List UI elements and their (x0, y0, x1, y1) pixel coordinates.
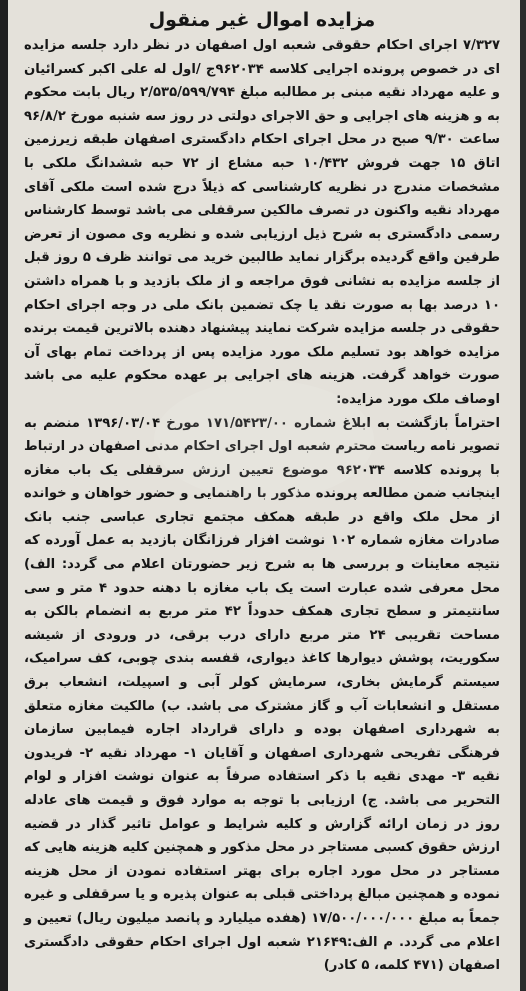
notice-paragraph-auction: ۷/۳۲۷ اجرای احکام حقوقی شعبه اول اصفهان در نظر دارد جلسه مزایده ای در خصوص پرونده اجرایی کلاسه ۹۶۲۰۳۴ج /اول له علی اکبر کسرائیان و علیه مهرداد نقیه مبنی بر مطالبه مبلغ ۲/۵۳۵/۵۹۹/۷۹۴ ریال بابت محکوم به و هزینه های اجرایی و حق الاجرای دولتی در روز سه شنبه مورخ ۹۶/۸/۲ ساعت ۹/۳۰ صبح در محل اجرای احکام دادگستری اصفهان طبقه زیرزمین اتاق ۱۵ جهت فروش ۱۰/۴۳۲ حبه مشاع از ۷۲ حبه ششدانگ ملکی با مشخصات مندرج در نظریه کارشناسی که ذیلاً درج شده است ملکی آقای مهرداد نقیه واکنون در تصرف مالکین سرقفلی می باشد توسط کارشناس رسمی دادگستری به شرح ذیل ارزیابی شده و نظریه وی مصون از تعرض طرفین واقع گردیده برگزار نماید طالبین خرید می توانند ظرف ۵ روز قبل از جلسه مزایده به نشانی فوق مراجعه و از ملک بازدید و با همراه داشتن ۱۰ درصد بها به صورت نقد یا چک تضمین بانک ملی در وجه اجرای احکام حقوقی در جلسه مزایده شرکت نمایند پیشنهاد دهنده بالاترین قیمت برنده مزایده خواهد بود تسلیم ملک مورد مزایده پس از پرداخت تمام بهای آن صورت خواهد گرفت. هزینه های اجرایی بر عهده محکوم علیه می باشد اوصاف ملک مورد مزایده: (24, 38, 500, 407)
notice-body (24, 34, 500, 978)
notice-paragraph-appraisal: احتراماً بازگشت به ابلاغ شماره ۱۷۱/۵۴۲۳/۰۰ مورخ ۱۳۹۶/۰۳/۰۴ منضم به تصویر نامه ریاست محترم شعبه اول اجرای احکام مدنی اصفهان در ارتباط با پرونده کلاسه ۹۶۲۰۳۴ موضوع تعیین ارزش سرقفلی یک باب مغازه اینجانب ضمن مطالعه پرونده مذکور با راهنمایی و حضور خواهان و خوانده از محل ملک واقع در طبقه همکف مجتمع تجاری عباسی جنب بانک صادرات مغازه شماره ۱۰۲ نوشت افزار فرزانگان بازدید به عمل آورده که نتیجه معاینات و بررسی ها به شرح زیر حضورتان اعلام می گردد: الف) محل معرفی شده عبارت است یک باب مغازه با دهنه حدود ۴ متر و سی سانتیمتر و سطح تجاری همکف حدوداً ۴۲ متر مربع به انضمام بالکن به مساحت تقریبی ۲۴ متر مربع دارای درب برقی، در ورودی از شیشه سکوریت، پوشش دیوارها کاغذ دیواری، قفسه بندی چوبی، کف سرامیک، سیستم گرمایش بخاری، سرمایش کولر آبی و اسپیلت، انشعاب برق مستقل و انشعابات آب و گاز مشترک می باشد. ب) مالکیت مغازه متعلق به شهرداری اصفهان بوده و دارای قرارداد اجاره فیمابین سازمان فرهنگی تفریحی شهرداری اصفهان و آقایان ۱- مهرداد نقیه ۲- فریدون نقیه ۳- مهدی نقیه با ذکر استفاده صرفاً به عنوان نوشت افزار و لوام التحریر می باشد. ج) ارزیابی با توجه به موارد فوق و قیمت های عادله روز در زمان ارائه گزارش و کلیه شرایط و عوامل تاثیر گذار در قضیه ارزش حقوق کسبی مستاجر در محل مذکور و همچنین کلیه هزینه هایی که مستاجر در محل مورد اجاره برای بهتر استفاده نمودن از محل هزینه نموده و همچنین مبالغ پرداختی قبلی به عنوان پذیره و یا سرقفلی و غیره جمعاً به مبلغ ۱۷/۵۰۰/۰۰۰/۰۰۰ (هفده میلیارد و پانصد میلیون ریال) تعیین و اعلام می گردد. م الف:۲۱۶۴۹ شعبه اول اجرای احکام حقوقی دادگستری اصفهان (۴۷۱ کلمه، ۵ کادر) (24, 415, 501, 974)
notice-title: مزایده اموال غیر منقول (148, 9, 376, 31)
